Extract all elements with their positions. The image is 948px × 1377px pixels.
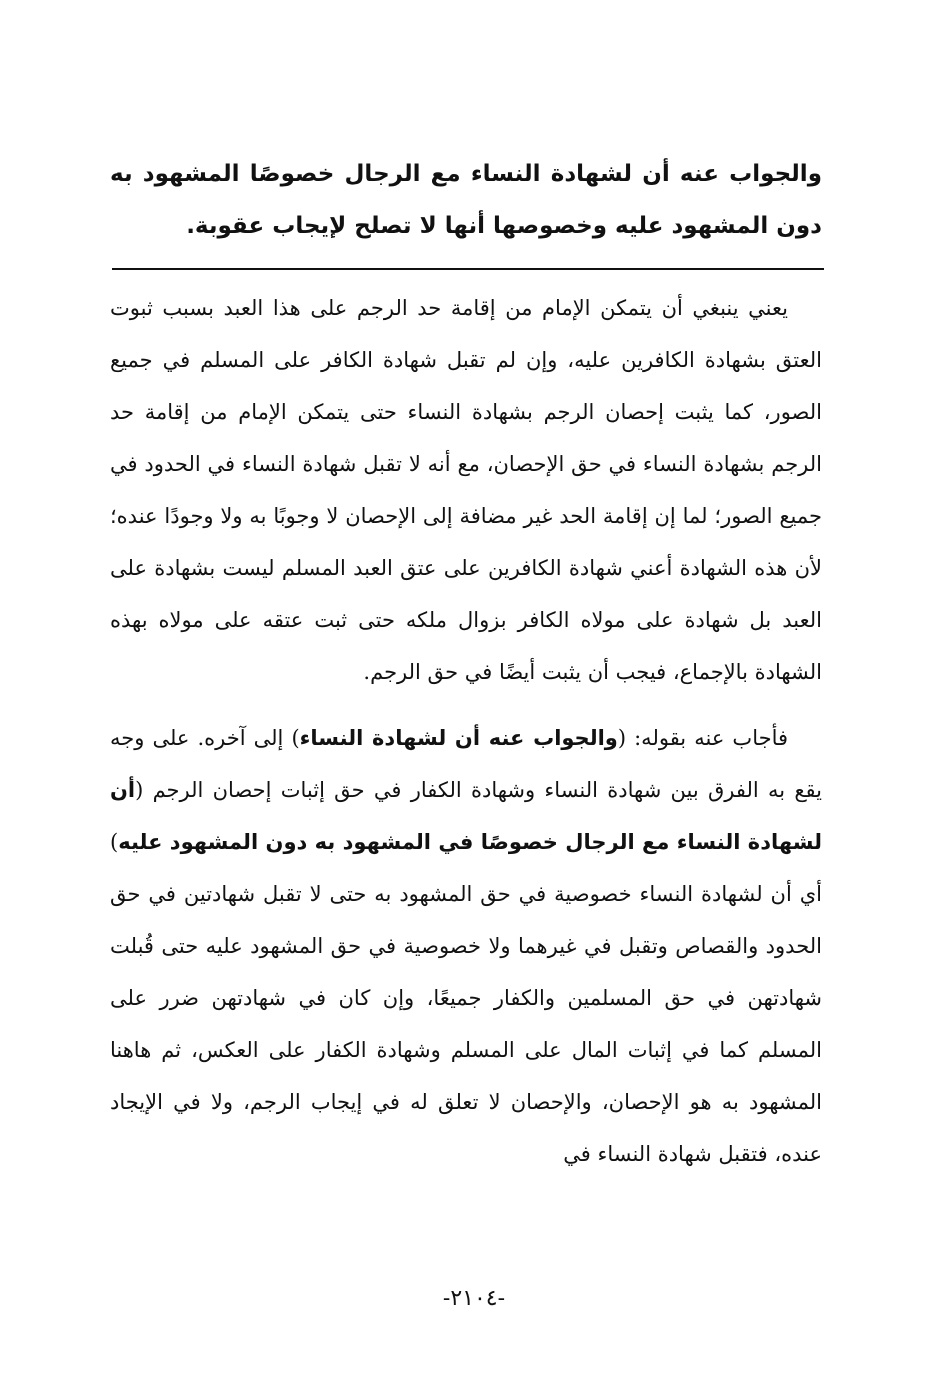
paragraph-2-intro: فأجاب عنه بقوله: (	[617, 726, 789, 750]
commentary-paragraph-1: يعني ينبغي أن يتمكن الإمام من إقامة حد الرجم على هذا العبد بسبب ثبوت العتق بشهادة الكافرين عليه، وإن لم تقبل شهادة الكافر على المسلم في جميع الصور، كما يثبت إحصان الرجم بشهادة النساء حتى يتمكن الإمام من إقامة حد الرجم بشهادة النساء في حق الإحصان، مع أنه لا تقبل شهادة النساء في الحدود في جميع الصور؛ لما إن إقامة الحد غير مضافة إلى الإحصان لا وجوبًا به ولا وجودًا عنده؛ لأن هذه الشهادة أعني شهادة الكافرين على عتق العبد المسلم ليست بشهادة على العبد بل شهادة على مولاه الكافر بزوال ملكه حتى ثبت عتقه على مولاه بهذه الشهادة بالإجماع، فيجب أن يثبت أيضًا في حق الرجم.	[110, 296, 822, 684]
quoted-matn-2: أن لشهادة النساء مع الرجال خصوصًا في المشهود به دون المشهود عليه	[110, 778, 822, 854]
matn-text: والجواب عنه أن لشهادة النساء مع الرجال خصوصًا المشهود به دون المشهود عليه وخصوصها أنها لا تصلح لإيجاب عقوبة.	[110, 161, 822, 239]
quoted-matn-1: والجواب عنه أن لشهادة النساء	[299, 726, 618, 750]
commentary-paragraph-2	[110, 712, 822, 1180]
paragraph-2-middle: ) إلى آخره. على وجه يقع به الفرق بين شهادة النساء وشهادة الكفار في حق إثبات إحصان الرجم (	[110, 726, 822, 802]
page-number: -٢١٠٤-	[442, 1286, 506, 1311]
commentary	[110, 282, 822, 1180]
separator-line	[112, 268, 824, 270]
paragraph-2-rest: ) أي أن لشهادة النساء خصوصية في حق المشهود به حتى لا تقبل شهادتين في حق الحدود والقصاص وتقبل في غيرهما ولا خصوصية في حق المشهود عليه حتى قُبلت شهادتهن في حق المسلمين والكفار جميعًا، وإن كان في شهادتهن ضرر على المسلم كما في إثبات المال على المسلم وشهادة الكفار على العكس، ثم هاهنا المشهود به هو الإحصان، والإحصان لا تعلق له في إيجاب الرجم، ولا في الإيجاد عنده، فتقبل شهادة النساء في	[110, 830, 822, 1166]
